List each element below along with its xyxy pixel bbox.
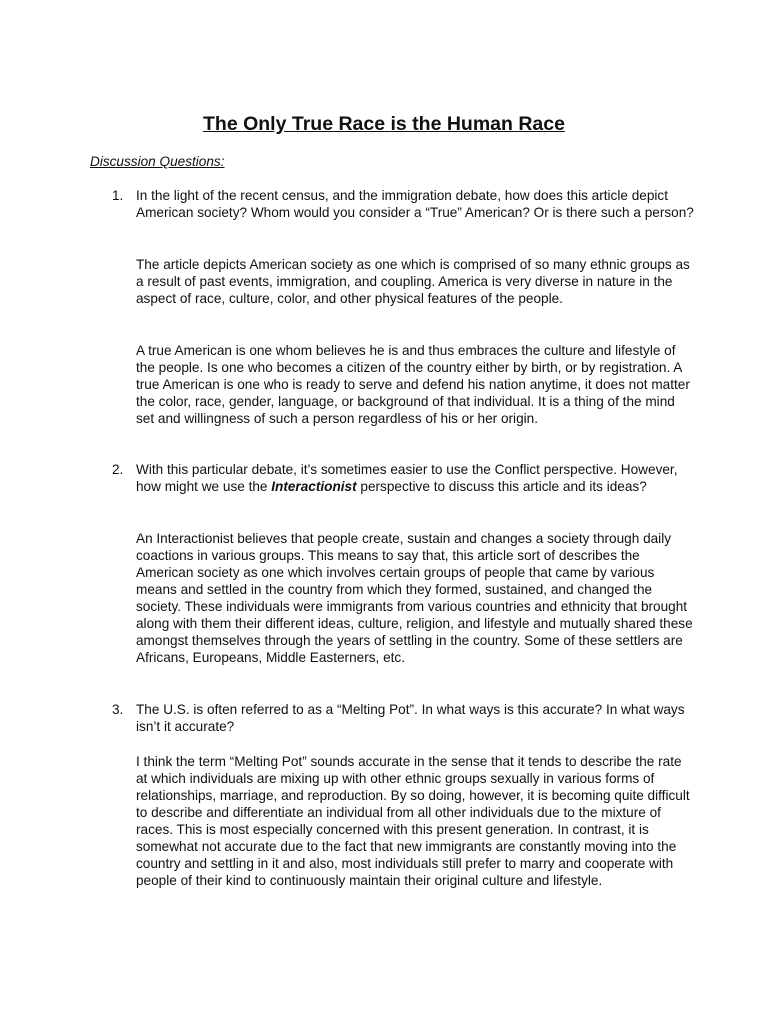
answer-paragraph: I think the term “Melting Pot” sounds accurate in the sense that it tends to describe the rate at which individuals are mixing up with other ethnic groups sexually in various forms of relationships, marriage, and reproduction. By so doing, however, it is becoming quite difficult to describe and differentiate an individual from all other individuals due to the mixture of races. This is most especially concerned with this present generation. In contrast, it is somewhat not accurate due to the fact that new immigrants are constantly moving into the country and settling in it and also, most individuals still prefer to marry and cooperate with people of their kind to continuously maintain their original culture and lifestyle. [136, 754, 690, 888]
answer-paragraph: The article depicts American society as one which is comprised of so many ethnic groups as a result of past events, immigration, and coupling. America is very diverse in nature in the aspect of race, culture, color, and other physical features of the people. [136, 257, 690, 306]
question-number: 2. [112, 462, 124, 477]
question-text-part: perspective to discuss this article and its ideas? [356, 479, 647, 494]
question-number: 1. [112, 188, 124, 203]
question-text-part: With this particular debate, it’s sometimes easier to use the Conflict perspective. However, how might we use the [136, 462, 678, 494]
section-subtitle: Discussion Questions: [90, 154, 225, 169]
document-title: The Only True Race is the Human Race [203, 113, 565, 135]
question-text: The U.S. is often referred to as a “Melting Pot”. In what ways is this accurate? In what ways isn’t it accurate? [136, 702, 685, 734]
answer-paragraph: A true American is one whom believes he is and thus embraces the culture and lifestyle of the people. Is one who becomes a citizen of the country either by birth, or by registration. A true American is one who is ready to serve and defend his nation anytime, it does not matter the color, race, gender, language, or background of that individual. It is a thing of the mind set and willingness of such a person regardless of his or her origin. [136, 343, 690, 426]
question-emphasis: Interactionist [271, 479, 357, 494]
question-text: In the light of the recent census, and the immigration debate, how does this article depict American society? Whom would you consider a “True” American? Or is there such a person? [136, 188, 694, 220]
question-text [136, 461, 696, 495]
question-number: 3. [112, 702, 124, 717]
answer-paragraph: An Interactionist believes that people create, sustain and changes a society through daily coactions in various groups. This means to say that, this article sort of describes the American society as one which involves certain groups of people that came by various means and settled in the country from which they formed, sustained, and changed the society. These individuals were immigrants from various countries and ethnicity that brought along with them their different ideas, culture, religion, and lifestyle and mutually shared these amongst themselves through the years of settling in the country. Some of these settlers are Africans, Europeans, Middle Easterners, etc. [136, 531, 693, 665]
